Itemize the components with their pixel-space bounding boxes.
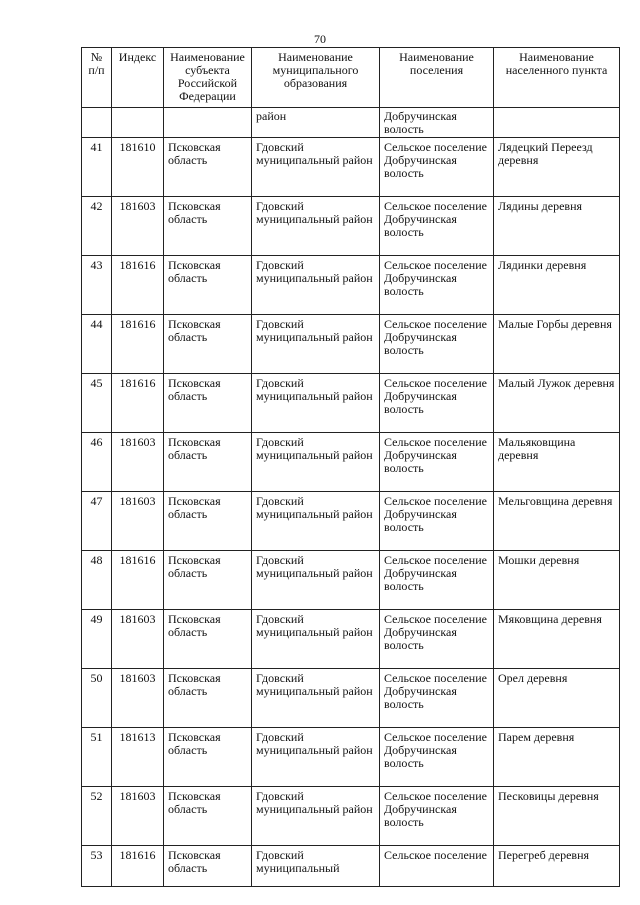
table-row: [82, 551, 620, 610]
cell-subject: Псковская область: [164, 138, 252, 197]
cell-subject: Псковская область: [164, 551, 252, 610]
table-row: [82, 728, 620, 787]
cell-settlement: Сельское поселение Добручинская волость: [380, 669, 494, 728]
cell-subject: [164, 108, 252, 138]
cell-locality: Мельговщина деревня: [494, 492, 620, 551]
cell-num: [82, 108, 112, 138]
cell-num: 53: [82, 846, 112, 887]
table-row-continuation: [82, 108, 620, 138]
cell-municipality: Гдовский муниципальный район: [252, 669, 380, 728]
cell-subject: Псковская область: [164, 728, 252, 787]
header-locality: Наименование населенного пункта: [494, 48, 620, 108]
cell-index: 181603: [112, 492, 164, 551]
cell-municipality: Гдовский муниципальный район: [252, 728, 380, 787]
cell-subject: Псковская область: [164, 669, 252, 728]
cell-settlement: Сельское поселение Добручинская волость: [380, 315, 494, 374]
cell-settlement: Сельское поселение Добручинская волость: [380, 138, 494, 197]
settlements-table: [81, 47, 620, 887]
cell-municipality: Гдовский муниципальный район: [252, 374, 380, 433]
cell-index: 181603: [112, 610, 164, 669]
cell-num: 42: [82, 197, 112, 256]
table-row: [82, 433, 620, 492]
cell-subject: Псковская область: [164, 315, 252, 374]
cell-locality: Мальяковщина деревня: [494, 433, 620, 492]
page-number: 70: [314, 32, 326, 46]
cell-subject: Псковская область: [164, 492, 252, 551]
cell-index: 181616: [112, 374, 164, 433]
table-row: [82, 846, 620, 887]
table-row: [82, 197, 620, 256]
header-num: № п/п: [82, 48, 112, 108]
cell-index: 181603: [112, 197, 164, 256]
cell-municipality: Гдовский муниципальный: [252, 846, 380, 887]
cell-settlement: Сельское поселение: [380, 846, 494, 887]
cell-locality: Малые Горбы деревня: [494, 315, 620, 374]
header-index: Индекс: [112, 48, 164, 108]
cell-index: 181610: [112, 138, 164, 197]
cell-subject: Псковская область: [164, 787, 252, 846]
cell-subject: Псковская область: [164, 610, 252, 669]
cell-municipality: район: [252, 108, 380, 138]
cell-municipality: Гдовский муниципальный район: [252, 138, 380, 197]
cell-locality: Песковицы деревня: [494, 787, 620, 846]
header-settlement: Наименование поселения: [380, 48, 494, 108]
cell-subject: Псковская область: [164, 197, 252, 256]
cell-municipality: Гдовский муниципальный район: [252, 787, 380, 846]
cell-locality: Малый Лужок деревня: [494, 374, 620, 433]
cell-municipality: Гдовский муниципальный район: [252, 433, 380, 492]
cell-settlement: Добручинская волость: [380, 108, 494, 138]
cell-locality: [494, 108, 620, 138]
table-row: [82, 256, 620, 315]
cell-locality: Мошки деревня: [494, 551, 620, 610]
table-row: [82, 787, 620, 846]
cell-num: 52: [82, 787, 112, 846]
cell-municipality: Гдовский муниципальный район: [252, 610, 380, 669]
cell-municipality: Гдовский муниципальный район: [252, 315, 380, 374]
table-row: [82, 138, 620, 197]
cell-index: 181616: [112, 256, 164, 315]
cell-locality: Орел деревня: [494, 669, 620, 728]
cell-locality: Лядинки деревня: [494, 256, 620, 315]
cell-municipality: Гдовский муниципальный район: [252, 551, 380, 610]
cell-index: [112, 108, 164, 138]
cell-subject: Псковская область: [164, 256, 252, 315]
cell-index: 181616: [112, 846, 164, 887]
cell-index: 181616: [112, 315, 164, 374]
cell-settlement: Сельское поселение Добручинская волость: [380, 610, 494, 669]
cell-num: 50: [82, 669, 112, 728]
cell-num: 47: [82, 492, 112, 551]
cell-municipality: Гдовский муниципальный район: [252, 492, 380, 551]
cell-settlement: Сельское поселение Добручинская волость: [380, 374, 494, 433]
cell-locality: Перегреб деревня: [494, 846, 620, 887]
table-row: [82, 669, 620, 728]
cell-settlement: Сельское поселение Добручинская волость: [380, 197, 494, 256]
cell-municipality: Гдовский муниципальный район: [252, 197, 380, 256]
table-header-row: [82, 48, 620, 108]
cell-num: 48: [82, 551, 112, 610]
cell-municipality: Гдовский муниципальный район: [252, 256, 380, 315]
table-row: [82, 492, 620, 551]
table-row: [82, 374, 620, 433]
cell-index: 181603: [112, 669, 164, 728]
cell-locality: Мяковщина деревня: [494, 610, 620, 669]
cell-subject: Псковская область: [164, 374, 252, 433]
cell-num: 43: [82, 256, 112, 315]
cell-locality: Парем деревня: [494, 728, 620, 787]
cell-index: 181603: [112, 787, 164, 846]
cell-settlement: Сельское поселение Добручинская волость: [380, 492, 494, 551]
header-subject: Наименование субъекта Российской Федерации: [164, 48, 252, 108]
table-row: [82, 315, 620, 374]
cell-subject: Псковская область: [164, 433, 252, 492]
cell-subject: Псковская область: [164, 846, 252, 887]
cell-num: 51: [82, 728, 112, 787]
cell-settlement: Сельское поселение Добручинская волость: [380, 551, 494, 610]
header-municipality: Наименование муниципального образования: [252, 48, 380, 108]
cell-locality: Лядины деревня: [494, 197, 620, 256]
cell-num: 44: [82, 315, 112, 374]
cell-index: 181603: [112, 433, 164, 492]
cell-settlement: Сельское поселение Добручинская волость: [380, 433, 494, 492]
cell-settlement: Сельское поселение Добручинская волость: [380, 728, 494, 787]
table-row: [82, 610, 620, 669]
cell-num: 49: [82, 610, 112, 669]
cell-settlement: Сельское поселение Добручинская волость: [380, 256, 494, 315]
cell-locality: Лядецкий Переезд деревня: [494, 138, 620, 197]
cell-num: 46: [82, 433, 112, 492]
cell-num: 45: [82, 374, 112, 433]
cell-settlement: Сельское поселение Добручинская волость: [380, 787, 494, 846]
cell-index: 181613: [112, 728, 164, 787]
cell-index: 181616: [112, 551, 164, 610]
cell-num: 41: [82, 138, 112, 197]
